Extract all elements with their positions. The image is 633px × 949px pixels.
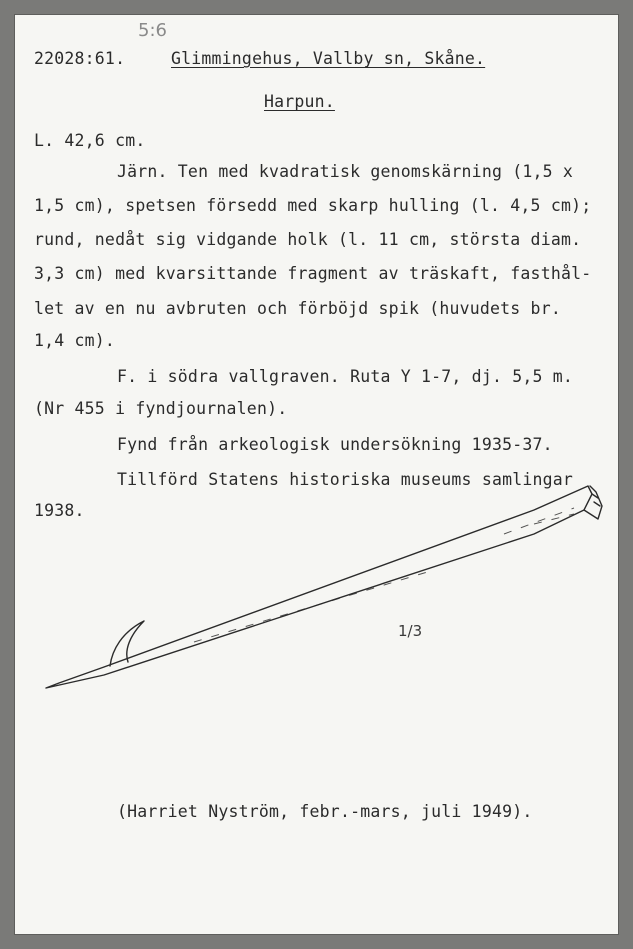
- object-name: Harpun.: [264, 92, 335, 111]
- socket-shading: [534, 514, 574, 524]
- harpoon-barb: [110, 621, 144, 666]
- credit: (Harriet Nyström, febr.-mars, juli 1949).: [117, 802, 533, 821]
- description-line: 1,4 cm).: [34, 331, 116, 350]
- catalog-card: [14, 14, 619, 935]
- harpoon-socket: [584, 486, 602, 519]
- description-line: let av en nu avbruten och förböjd spik (huvudets br.: [34, 299, 561, 318]
- location-heading: Glimmingehus, Vallby sn, Skåne.: [171, 49, 486, 68]
- accession-line: 1938.: [34, 501, 85, 520]
- socket-shading: [504, 508, 574, 534]
- description-line: Järn. Ten med kvadratisk genomskärning (1,5 x: [117, 162, 574, 181]
- harpoon-shaft: [46, 486, 592, 688]
- description-line: 3,3 cm) med kvarsittande fragment av träskaft, fasthål-: [34, 264, 592, 283]
- harpoon-drawing: [14, 14, 619, 935]
- excavation-line: Fynd från arkeologisk undersökning 1935-37.: [117, 435, 553, 454]
- measure: L. 42,6 cm.: [34, 131, 146, 150]
- handwritten-note: 5:6: [138, 20, 167, 41]
- description-line: rund, nedåt sig vidgande holk (l. 11 cm, största diam.: [34, 230, 582, 249]
- catalog-number: 22028:61.: [34, 49, 126, 68]
- accession-line: Tillförd Statens historiska museums samlingar: [117, 470, 574, 489]
- scale-label: 1/3: [398, 622, 423, 640]
- find-line: (Nr 455 i fyndjournalen).: [34, 399, 288, 418]
- find-line: F. i södra vallgraven. Ruta Y 1-7, dj. 5,5 m.: [117, 367, 574, 386]
- description-line: 1,5 cm), spetsen försedd med skarp hulling (l. 4,5 cm);: [34, 196, 592, 215]
